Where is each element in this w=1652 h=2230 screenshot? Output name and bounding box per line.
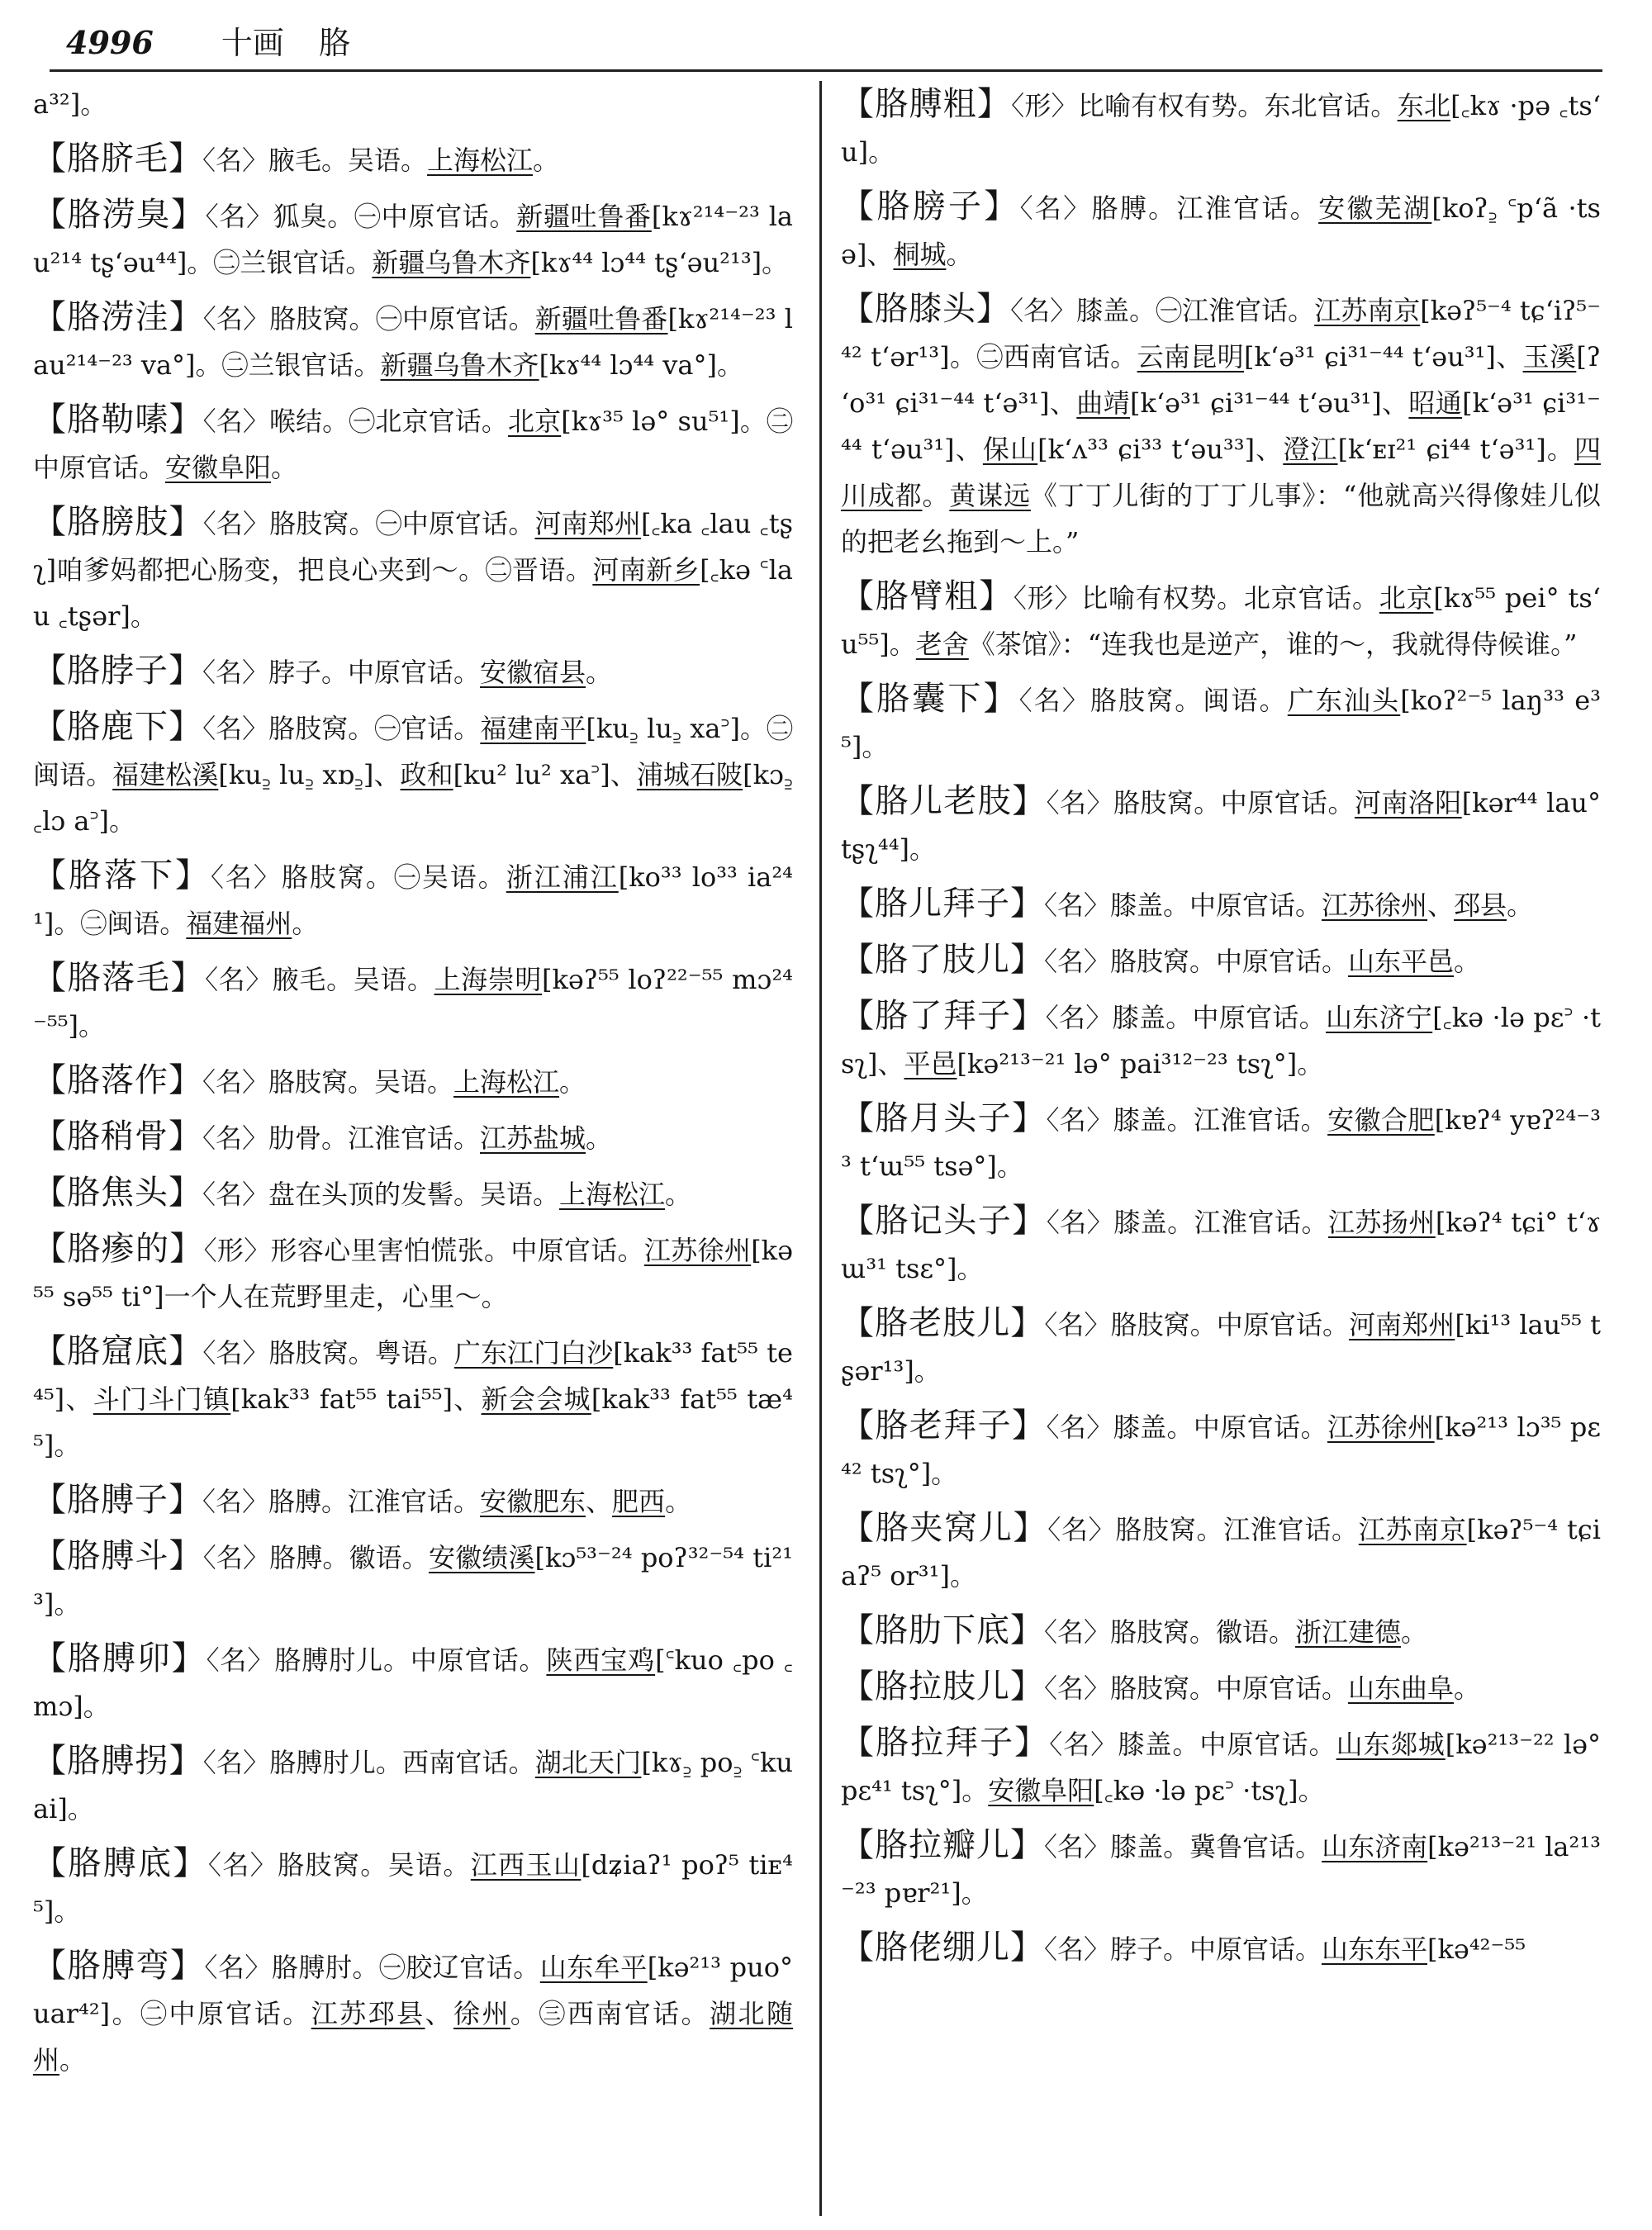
entry-text: 。: [559, 1066, 586, 1098]
entry-text: 〈名〉盘在头顶的发髻。吴语。: [202, 1179, 560, 1210]
place-name: 广东江门白沙: [453, 1337, 614, 1369]
place-name: 安徽阜阳: [988, 1775, 1094, 1806]
place-name: 上海松江: [427, 145, 534, 176]
place-name: 山东牟平: [539, 1952, 648, 1983]
dictionary-entry: [841, 573, 1601, 667]
entry-headword: 【胳拉肢儿】: [841, 1668, 1044, 1706]
entry-text: [kɤ꜇ po꜇ ꜂kuai]。: [33, 1747, 793, 1824]
entry-text: 。: [271, 452, 298, 483]
entry-text: 〈名〉胳肢窝。中原官话。: [1044, 946, 1349, 977]
place-name: 新疆乌鲁木齐: [380, 349, 539, 381]
entry-text: [kʻʌ³³ ɕi³³ tʻəu³³]、: [1037, 434, 1284, 465]
place-name: 四川成都: [841, 434, 1601, 511]
right-column: [841, 81, 1601, 2216]
entry-text: [kɔ⁵³⁻²⁴ poʔ³²⁻⁵⁴ ti²¹³]。: [33, 1542, 793, 1620]
entry-text: 。: [922, 480, 950, 511]
dictionary-entry: [841, 993, 1601, 1087]
entry-text: 〈名〉胳肢窝。中原官话。: [1044, 1309, 1350, 1340]
entry-text: [ki¹³ lau⁵⁵ tʂər¹³]。: [841, 1309, 1601, 1387]
entry-headword: 【胳脖子】: [33, 652, 202, 690]
place-name: 北京: [508, 406, 562, 437]
place-name: 安徽合肥: [1327, 1104, 1435, 1136]
place-name: 陕西宝鸡: [546, 1644, 656, 1676]
entry-text: 。: [586, 1122, 613, 1154]
dictionary-entry: [841, 1607, 1601, 1655]
entry-headword: 【胳落下】: [33, 856, 211, 894]
entry-text: [kəʔ⁵⁻⁴ tɕʻiʔ⁵⁻⁴² tʻər¹³]。㊁西南官话。: [841, 295, 1601, 372]
entry-text: [꜀kə ·lə pɛ꜄ ·tsʅ]、: [841, 1002, 1601, 1079]
entry-text: 〈名〉膝盖。㊀江淮官话。: [1010, 295, 1315, 326]
entry-headword: 【胳落毛】: [33, 959, 206, 997]
dictionary-entry: [841, 1720, 1601, 1814]
entry-text: [ku꜇ lu꜇ xɒ꜇]、: [218, 759, 401, 790]
entry-text: [kʻə³¹ ɕi³¹⁻⁴⁴ tʻəu³¹]、: [841, 387, 1601, 465]
dictionary-entry: [33, 192, 793, 286]
place-name: 新疆乌鲁木齐: [372, 247, 531, 278]
dictionary-entry: [841, 81, 1601, 175]
entry-text: [kɤ²¹⁴⁻²³ lau²¹⁴ tʂʻəu⁴⁴]。㊁兰银官话。: [33, 201, 793, 278]
entry-text: 〈名〉胳膊。徽语。: [202, 1542, 429, 1573]
dictionary-entry: [33, 852, 793, 947]
entry-text: 〈名〉狐臭。㊀中原官话。: [205, 201, 517, 232]
place-name: 江苏盐城: [480, 1122, 586, 1154]
dictionary-entry: [841, 1924, 1601, 1972]
dictionary-entry: [841, 183, 1601, 278]
entry-text: [kə⁴²⁻⁵⁵: [1427, 1933, 1526, 1965]
dictionary-entry: [33, 1943, 793, 2083]
entry-text: [ko³³ lo³³ ia²⁴¹]。㊁闽语。: [33, 861, 793, 939]
place-name: 浙江建德: [1295, 1616, 1402, 1648]
column-divider: [819, 81, 822, 2216]
entry-text: [ʔʻo³¹ ɕi³¹⁻⁴⁴ tʻə³¹]、: [841, 341, 1601, 419]
place-name: 江苏扬州: [1327, 1207, 1436, 1238]
entry-text: [kə²¹³⁻²² lə° pɛ⁴¹ tsʅ°]。: [841, 1729, 1601, 1806]
entry-text: [kəʔ⁴ tɕi° tʻɤɯ³¹ tsɛ°]。: [841, 1207, 1601, 1284]
dictionary-entry: [33, 294, 793, 388]
entry-text: 〈名〉胳肢窝。㊀中原官话。: [202, 303, 535, 334]
place-name: 上海松江: [453, 1066, 560, 1098]
dictionary-entry: [841, 1822, 1601, 1916]
entry-text: 〈名〉膝盖。冀鲁官话。: [1044, 1831, 1322, 1862]
dictionary-entry: [33, 1840, 793, 1934]
entry-headword: 【胳了拜子】: [841, 997, 1046, 1035]
entry-text: 。: [59, 2044, 87, 2076]
entry-headword: 【胳瘆的】: [33, 1230, 204, 1268]
entry-text: [kɤ⁴⁴ lɔ⁴⁴ va°]。: [539, 349, 743, 381]
entry-text: 〈名〉膝盖。中原官话。: [1044, 890, 1322, 921]
entry-text: 〈名〉喉结。㊀北京官话。: [202, 406, 508, 437]
place-name: 江西玉山: [470, 1849, 582, 1881]
entry-text: 〈名〉胳肢窝。吴语。: [202, 1066, 454, 1098]
place-name: 安徽芜湖: [1318, 192, 1432, 224]
entry-text: [kə²¹³⁻²¹ lə° pai³¹²⁻²³ tsʅ°]。: [957, 1048, 1324, 1079]
dictionary-entry: [841, 1663, 1601, 1711]
entry-text: 〈名〉胳肢窝。粤语。: [202, 1337, 454, 1369]
place-name: 徐州: [453, 1998, 510, 2029]
entry-text: 《茶馆》：“连我也是逆产，谁的～，我就得侍候谁。”: [968, 629, 1578, 660]
entry-headword: 【胳老肢儿】: [841, 1304, 1045, 1342]
entry-text: 〈名〉胳肢窝。中原官话。: [1044, 1672, 1349, 1704]
entry-text: 〈名〉膝盖。江淮官话。: [1046, 1104, 1328, 1136]
dictionary-entry: [33, 1113, 793, 1161]
entry-headword: 【胳膊卯】: [33, 1639, 206, 1677]
entry-headword: 【胳膊弯】: [33, 1947, 205, 1985]
dictionary-entry: [33, 1635, 793, 1729]
place-name: 北京: [1379, 582, 1434, 614]
entry-text: [koʔ꜇ ꜂pʻã ·tsə]、: [841, 192, 1601, 270]
entry-text: 〈名〉胳肢窝。㊀吴语。: [210, 861, 506, 893]
entry-text: 。: [1454, 1672, 1481, 1704]
entry-text: 〈名〉胳膊肘儿。西南官话。: [202, 1747, 535, 1778]
place-name: 江苏徐州: [643, 1235, 752, 1266]
entry-headword: 【胳涝洼】: [33, 298, 203, 336]
entry-headword: 【胳拉拜子】: [841, 1724, 1050, 1762]
entry-text: [kə²¹³ lɔ³⁵ pɛ⁴² tsʅ°]。: [841, 1412, 1601, 1489]
page-number: 4996: [66, 24, 154, 61]
entry-text: 〈名〉胳膊。江淮官话。: [202, 1486, 481, 1517]
place-name: 福建福州: [186, 908, 292, 939]
entry-text: 〈名〉胳膊肘。㊀胶辽官话。: [204, 1952, 540, 1983]
entry-text: [꜀ka ꜀lau ꜀tʂʅ]咱爹妈都把心肠变，把良心夹到～。㊁晋语。: [33, 508, 793, 586]
entry-headword: 【胳臂粗】: [841, 577, 1014, 615]
entry-headword: 【胳膊斗】: [33, 1537, 203, 1575]
entry-text: 〈名〉脖子。中原官话。: [1044, 1933, 1322, 1965]
entry-headword: 【胳稍骨】: [33, 1117, 202, 1155]
dictionary-entry: [33, 396, 793, 491]
place-name: 山东济南: [1322, 1831, 1428, 1862]
dictionary-entry: [841, 880, 1601, 928]
place-name: 福建松溪: [112, 759, 219, 790]
dictionary-entry: [841, 937, 1601, 985]
entry-headword: 【胳鹿下】: [33, 708, 203, 746]
entry-text: [kə²¹³⁻²¹ la²¹³⁻²³ pɐr²¹]。: [841, 1831, 1601, 1909]
section-label: 十画: [221, 25, 284, 61]
dictionary-entry: [33, 1328, 793, 1468]
entry-text: 〈名〉胳膊。江淮官话。: [1019, 192, 1319, 224]
place-name: 上海松江: [559, 1179, 666, 1210]
place-name: 玉溪: [1522, 341, 1577, 372]
dictionary-entry: [33, 1738, 793, 1832]
place-name: 浙江浦江: [506, 861, 619, 893]
place-name: 桐城: [893, 239, 947, 270]
dictionary-entry: [33, 1533, 793, 1627]
entry-text: 。: [533, 145, 560, 176]
dictionary-entry: [841, 1505, 1601, 1599]
entry-text: [kʻə³¹ ɕi³¹⁻⁴⁴ tʻəu³¹]、: [1244, 341, 1523, 372]
place-name: 新会会城: [481, 1383, 591, 1415]
entry-headword: 【胳膊子】: [33, 1481, 202, 1519]
entry-text: 。: [292, 908, 319, 939]
entry-text: [kər⁴⁴ lau° tʂʅ⁴⁴]。: [841, 787, 1601, 865]
dictionary-entry: [841, 286, 1601, 565]
entry-text: 。㊂西南官话。: [510, 1998, 710, 2029]
place-name: 安徽阜阳: [165, 452, 272, 483]
place-name: 东北: [1397, 90, 1451, 121]
entry-text: 〈名〉膝盖。中原官话。: [1046, 1412, 1327, 1443]
entry-text: 、: [425, 1998, 453, 2029]
entry-headword: 【胳肋下底】: [841, 1611, 1044, 1649]
dictionary-entry: [841, 778, 1601, 872]
entry-text: 、: [586, 1486, 613, 1517]
entry-text: 〈名〉膝盖。中原官话。: [1049, 1729, 1336, 1760]
entry-text: 。: [1507, 890, 1534, 921]
entry-headword: 【胳囊下】: [841, 680, 1019, 718]
entry-text: 〈名〉脖子。中原官话。: [202, 657, 481, 688]
place-name: 云南昆明: [1137, 341, 1245, 372]
place-name: 河南郑州: [534, 508, 641, 539]
entry-headword: 【胳膊拐】: [33, 1742, 203, 1780]
place-name: 保山: [982, 434, 1038, 465]
place-name: 湖北随州: [33, 1998, 793, 2076]
dictionary-entry: [33, 1057, 793, 1105]
place-name: 江苏徐州: [1327, 1412, 1435, 1443]
entry-text: [kak³³ fat⁵⁵ te⁴⁵]、: [33, 1337, 793, 1415]
place-name: 澄江: [1283, 434, 1338, 465]
place-name: 山东曲阜: [1348, 1672, 1455, 1704]
entry-text: 〈名〉膝盖。江淮官话。: [1046, 1207, 1328, 1238]
dictionary-entry: [33, 81, 793, 127]
place-name: 政和: [400, 759, 453, 790]
entry-text: [kə²¹³ puo° uar⁴²]。㊁中原官话。: [33, 1952, 793, 2029]
entry-text: 〈名〉腋毛。吴语。: [205, 964, 434, 995]
entry-text: [kɤ⁵⁵ pei° tsʻu⁵⁵]。: [841, 582, 1601, 660]
entry-text: [꜂kuo ꜀po ꜀mɔ]。: [33, 1644, 793, 1722]
place-name: 黄谋远: [949, 480, 1031, 511]
entry-text: [꜀kə ·lə pɛ꜄ ·tsʅ]。: [1094, 1775, 1325, 1806]
entry-text: [kak³³ fat⁵⁵ tæ⁴⁵]。: [33, 1383, 793, 1461]
entry-text: 、: [1427, 890, 1455, 921]
place-name: 广东汕头: [1287, 685, 1401, 716]
entry-headword: 【胳儿拜子】: [841, 885, 1044, 923]
entry-text: 。: [1401, 1616, 1428, 1648]
entry-headword: 【胳月头子】: [841, 1099, 1047, 1137]
entry-text: 〈名〉膝盖。中原官话。: [1045, 1002, 1326, 1033]
place-name: 山东郯城: [1336, 1729, 1446, 1760]
entry-text: 〈名〉腋毛。吴语。: [202, 145, 428, 176]
place-name: 新疆吐鲁番: [516, 201, 652, 232]
entry-text: 。: [665, 1179, 692, 1210]
place-name: 山东济宁: [1326, 1002, 1433, 1033]
entry-headword: 【胳膊底】: [33, 1844, 208, 1882]
entry-text: [kɔ꜇ ꜀lɔ a꜄]。: [33, 759, 793, 837]
place-name: 斗门斗门镇: [93, 1383, 231, 1415]
entry-text: [꜀kɤ ·pə ꜀tsʻu]。: [841, 90, 1601, 168]
entry-text: 〈名〉胳膊肘儿。中原官话。: [206, 1644, 547, 1676]
place-name: 昭通: [1408, 387, 1463, 419]
head-character: 胳: [318, 25, 350, 61]
entry-text: [kak³³ fat⁵⁵ tai⁵⁵]、: [230, 1383, 482, 1415]
entry-headword: 【胳勒嗉】: [33, 401, 203, 439]
header-rule: [50, 69, 1602, 72]
entry-text: [꜀kə ꜂lau ꜀tʂər]。: [33, 554, 793, 632]
entry-text: 〈名〉胳肢窝。江淮官话。: [1047, 1514, 1359, 1545]
place-name: 肥西: [612, 1486, 666, 1517]
entry-headword: 【胳窟底】: [33, 1332, 203, 1370]
place-name: 安徽肥东: [480, 1486, 586, 1517]
place-name: 新疆吐鲁番: [534, 303, 668, 334]
entry-headword: 【胳了肢儿】: [841, 941, 1044, 979]
entry-text: 〈名〉肋骨。江淮官话。: [202, 1122, 481, 1154]
entry-text: a³²]。: [33, 88, 107, 120]
dictionary-entry: [33, 499, 793, 639]
entry-headword: 【胳记头子】: [841, 1202, 1047, 1240]
entry-text: [ku² lu² xa꜄]、: [453, 759, 637, 790]
place-name: 邳县: [1454, 890, 1507, 921]
entry-text: 《丁丁儿街的丁丁儿事》：“他就高兴得像娃儿似的把老幺拖到～上。”: [841, 480, 1601, 558]
entry-text: 。: [665, 1486, 692, 1517]
entry-text: 〈名〉胳肢窝。吴语。: [207, 1849, 471, 1881]
entry-text: [kɤ⁴⁴ lɔ⁴⁴ tʂʻəu²¹³]。: [530, 247, 789, 278]
entry-text: 。: [946, 239, 973, 270]
entry-headword: 【胳膝头】: [841, 290, 1011, 328]
entry-text: [koʔ²⁻⁵ laŋ³³ e³⁵]。: [841, 685, 1601, 762]
entry-text: 〈名〉胳肢窝。中原官话。: [1046, 787, 1355, 818]
entry-headword: 【胳焦头】: [33, 1174, 202, 1212]
place-name: 上海崇明: [434, 964, 543, 995]
entry-text: [kɐʔ⁴ yɐʔ²⁴⁻³³ tʻɯ⁵⁵ tsə°]。: [841, 1104, 1601, 1182]
dictionary-entry: [33, 135, 793, 183]
place-name: 江苏徐州: [1322, 890, 1428, 921]
entry-headword: 【胳脐毛】: [33, 140, 202, 178]
dictionary-entry: [841, 1198, 1601, 1292]
place-name: 河南郑州: [1349, 1309, 1455, 1340]
dictionary-entry: [33, 1170, 793, 1217]
entry-headword: 【胳膀肢】: [33, 503, 203, 541]
place-name: 曲靖: [1076, 387, 1130, 419]
entry-text: 。: [1454, 946, 1481, 977]
place-name: 山东平邑: [1348, 946, 1455, 977]
entry-headword: 【胳儿老肢】: [841, 782, 1047, 820]
place-name: 福建南平: [480, 713, 586, 744]
left-column: [33, 81, 793, 2216]
dictionary-entry: [33, 1477, 793, 1525]
entry-text: 〈形〉比喻有权有势。东北官话。: [1011, 90, 1398, 121]
entry-headword: 【胳佬绷儿】: [841, 1929, 1044, 1967]
entry-text: 〈名〉胳肢窝。㊀中原官话。: [202, 508, 535, 539]
dictionary-entry: [33, 648, 793, 695]
entry-headword: 【胳落作】: [33, 1061, 202, 1099]
entry-headword: 【胳老拜子】: [841, 1407, 1047, 1445]
entry-text: 〈名〉胳肢窝。闽语。: [1018, 685, 1288, 716]
entry-headword: 【胳涝臭】: [33, 196, 206, 234]
entry-text: 〈名〉胳肢窝。㊀官话。: [202, 713, 481, 744]
entry-text: [kɤ³⁵ lə° su⁵¹]。㊁中原官话。: [33, 406, 793, 483]
place-name: 江苏南京: [1358, 1514, 1467, 1545]
entry-text: 。: [586, 657, 613, 688]
entry-text: 〈形〉形容心里害怕慌张。中原官话。: [203, 1235, 644, 1266]
entry-text: [kəʔ⁵⁻⁴ tɕiaʔ⁵ or³¹]。: [841, 1514, 1601, 1592]
entry-text: [kʻə³¹ ɕi³¹⁻⁴⁴ tʻəu³¹]、: [1129, 387, 1409, 419]
place-name: 江苏邳县: [311, 1998, 425, 2029]
entry-text: 〈名〉胳肢窝。徽语。: [1044, 1616, 1296, 1648]
entry-text: [kə⁵⁵ sə⁵⁵ ti°]一个人在荒野里走，心里～。: [33, 1235, 793, 1312]
entry-headword: 【胳拉瓣儿】: [841, 1826, 1045, 1864]
place-name: 平邑: [904, 1048, 957, 1079]
dictionary-entry: [841, 1095, 1601, 1189]
place-name: 湖北天门: [534, 1747, 642, 1778]
place-name: 浦城石陂: [636, 759, 743, 790]
entry-text: [kəʔ⁵⁵ loʔ²²⁻⁵⁵ mɔ²⁴⁻⁵⁵]。: [33, 964, 793, 1041]
entry-text: 〈形〉比喻有权势。北京官话。: [1013, 582, 1379, 614]
dictionary-entry: [33, 955, 793, 1049]
entry-text: [kɤ²¹⁴⁻²³ lau²¹⁴⁻²³ va°]。㊁兰银官话。: [33, 303, 793, 381]
entry-headword: 【胳膀子】: [841, 187, 1020, 225]
place-name: 安徽宿县: [480, 657, 586, 688]
dictionary-entry: [33, 1226, 793, 1320]
place-name: 老舍: [915, 629, 969, 660]
entry-text: [kʻᴇɪ²¹ ɕi⁴⁴ tʻə³¹]。: [1337, 434, 1574, 465]
place-name: 河南洛阳: [1354, 787, 1462, 818]
place-name: 山东东平: [1322, 1933, 1428, 1965]
place-name: 安徽绩溪: [428, 1542, 535, 1573]
entry-headword: 【胳膊粗】: [841, 85, 1012, 123]
place-name: 河南新乡: [592, 554, 700, 586]
page-header: [66, 18, 1602, 68]
entry-text: [dʑiaʔ¹ poʔ⁵ tiᴇ⁴⁵]。: [33, 1849, 793, 1927]
dictionary-entry: [841, 1300, 1601, 1394]
dictionary-entry: [33, 704, 793, 844]
place-name: 江苏南京: [1314, 295, 1421, 326]
dictionary-entry: [841, 1402, 1601, 1497]
dictionary-entry: [841, 676, 1601, 770]
entry-text: [ku꜇ lu꜇ xa꜄]。㊁闽语。: [33, 713, 793, 790]
entry-headword: 【胳夹窝儿】: [841, 1509, 1048, 1547]
